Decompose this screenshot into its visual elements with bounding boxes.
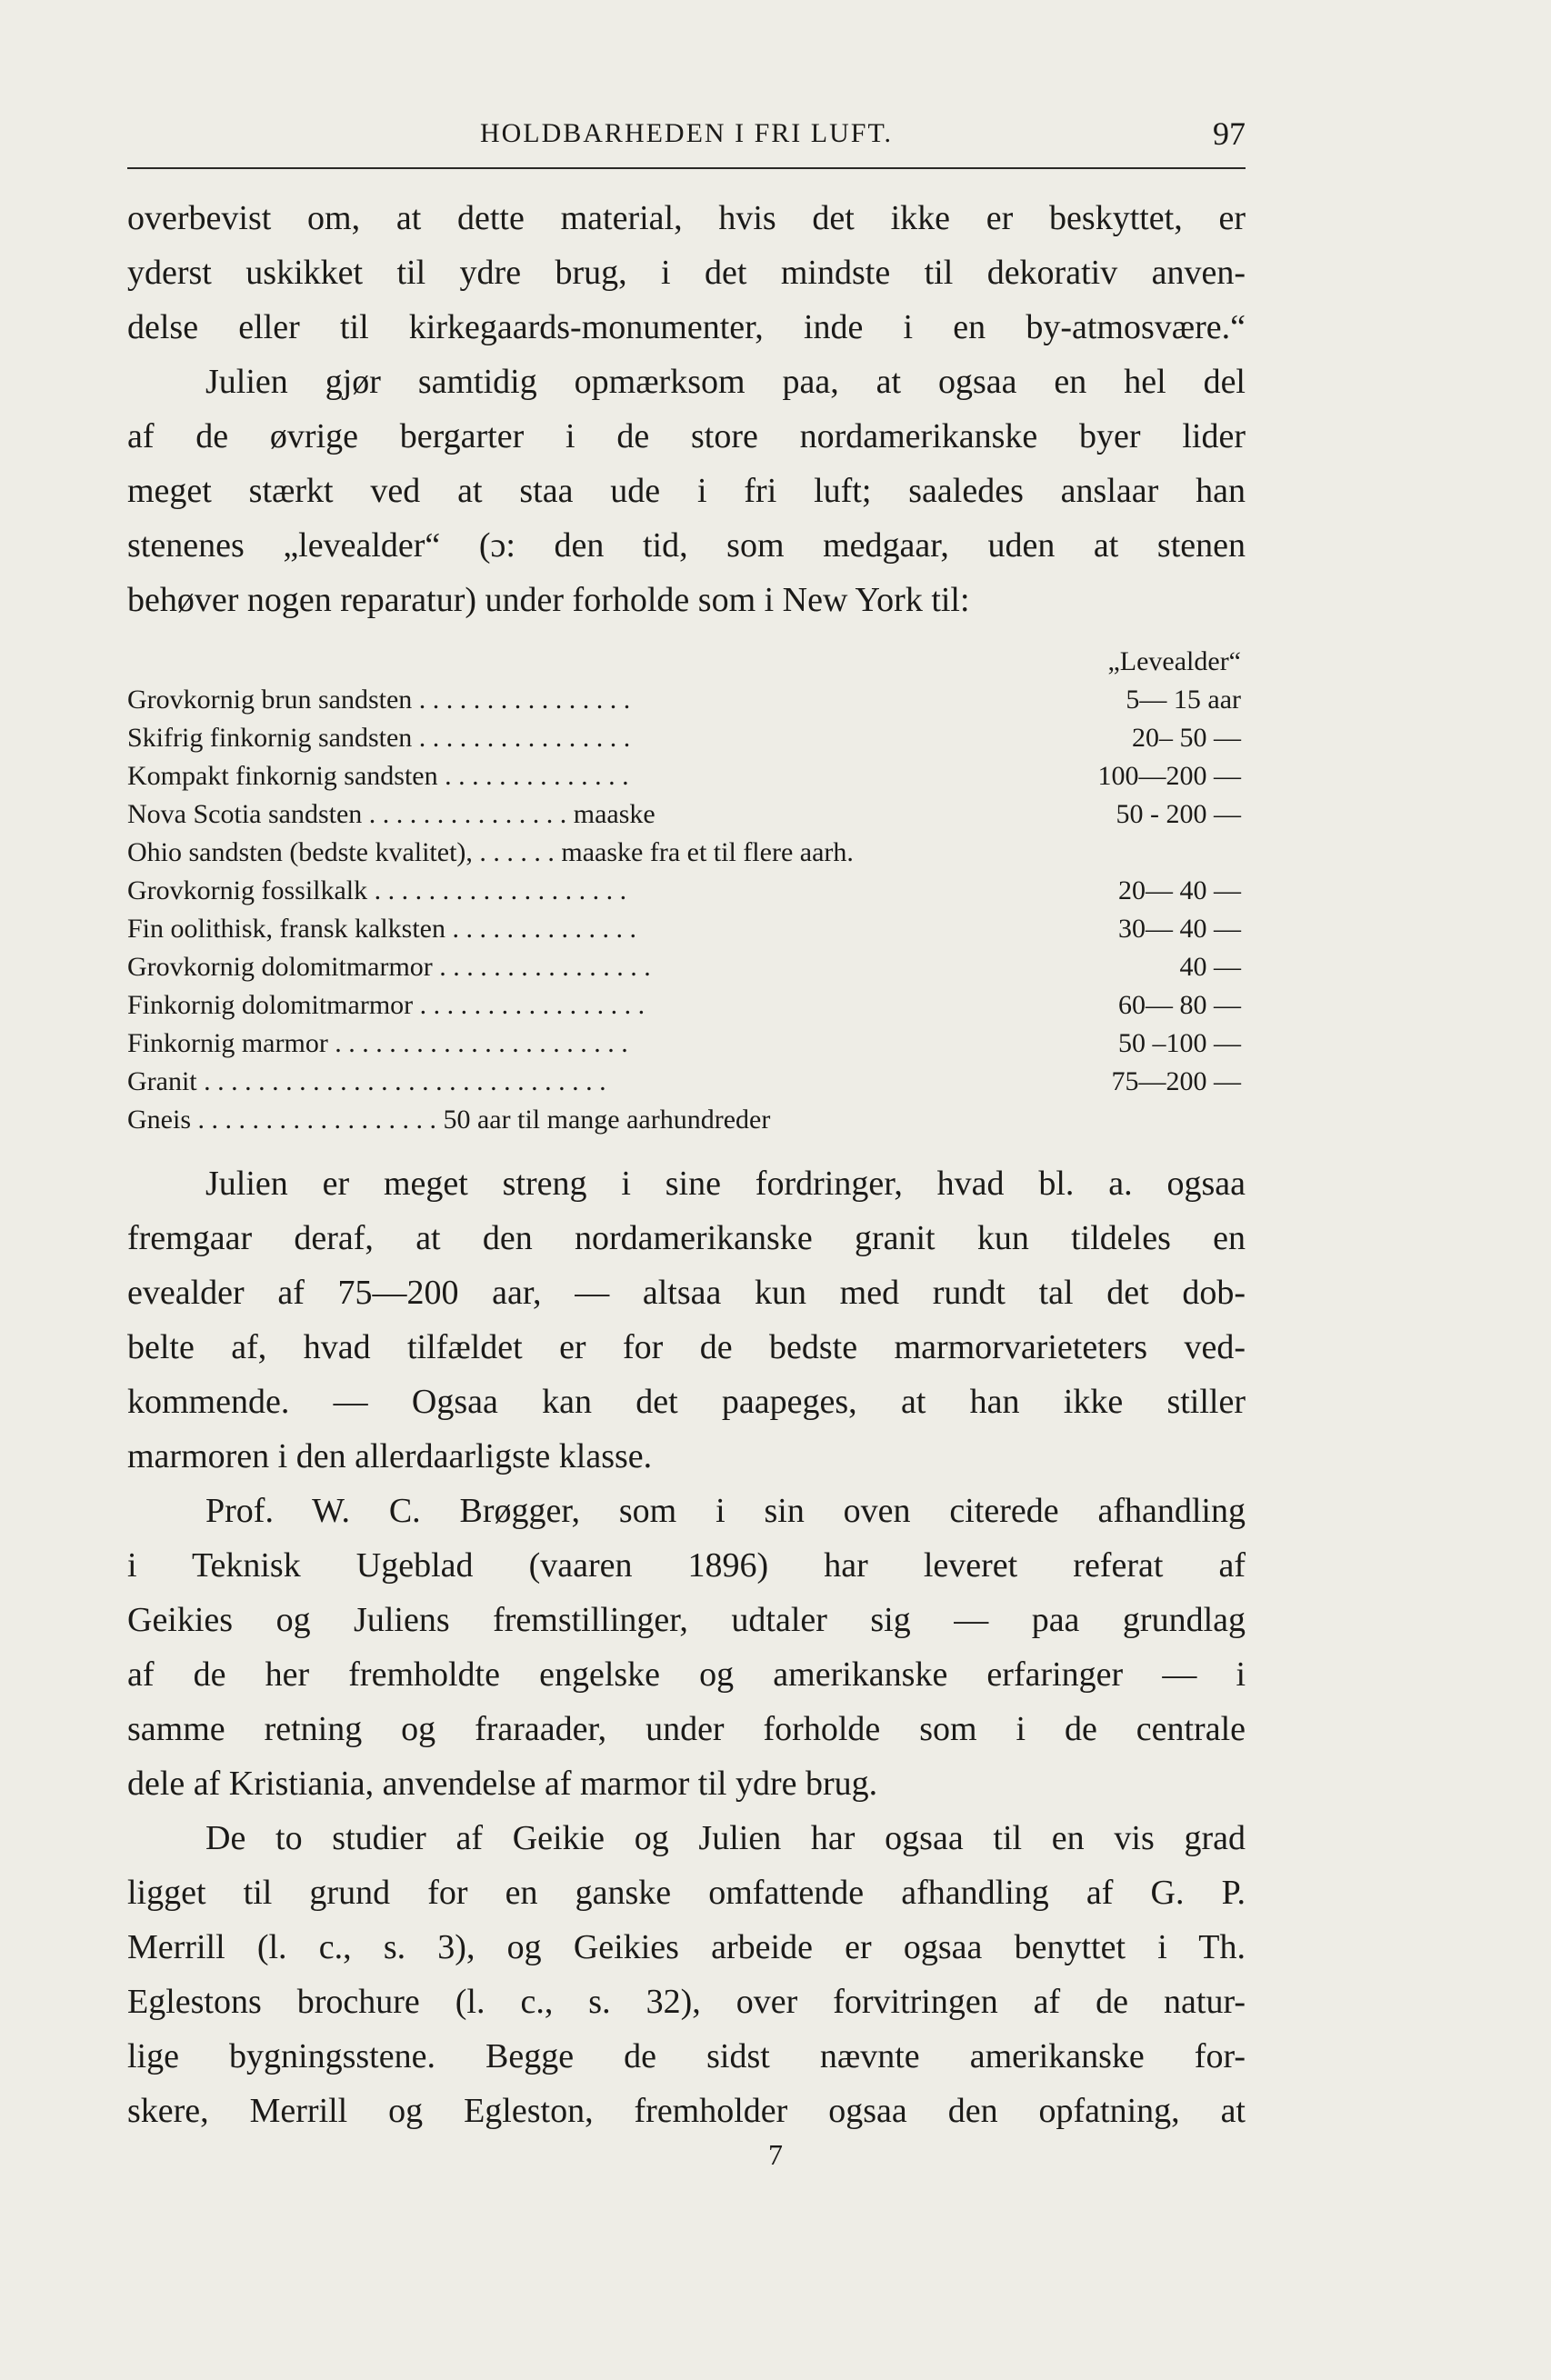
row-label: Nova Scotia sandsten . . . . . . . . . . . . . . . maaske	[127, 799, 655, 829]
table-row	[127, 757, 1241, 795]
table-row	[127, 719, 1241, 757]
page-number: 97	[1213, 115, 1246, 152]
text-line: samme retning og fraraader, under forholde som i de centrale	[127, 1710, 1246, 1748]
table-row	[127, 1063, 1241, 1101]
text-line: overbevist om, at dette material, hvis det ikke er beskyttet, er	[127, 199, 1246, 237]
text-line: delse eller til kirkegaards-monumenter, inde i en by-atmosvære.“	[127, 308, 1246, 346]
row-label: Grovkornig fossilkalk . . . . . . . . . . . . . . . . . . .	[127, 875, 627, 905]
row-label: Granit . . . . . . . . . . . . . . . . . . . . . . . . . . . . . .	[127, 1066, 606, 1096]
text-line: De to studier af Geikie og Julien har ogsaa til en vis grad	[205, 1819, 1246, 1857]
table-row	[127, 834, 1241, 872]
text-line: fremgaar deraf, at den nordamerikanske granit kun tildeles en	[127, 1219, 1246, 1257]
text-line: behøver nogen reparatur) under forholde som i New York til:	[127, 581, 970, 619]
table-row	[127, 1025, 1241, 1063]
text-block-bottom	[127, 1156, 1246, 2138]
text-line: marmoren i den allerdaarligste klasse.	[127, 1437, 653, 1475]
signature-mark: 7	[768, 2138, 783, 2171]
row-value: 75—200 —	[1111, 1066, 1241, 1096]
text-line: Prof. W. C. Brøgger, som i sin oven citerede afhandling	[205, 1492, 1246, 1530]
table-row	[127, 948, 1241, 986]
row-value: 20– 50 —	[1132, 723, 1241, 753]
header-rule	[127, 167, 1246, 169]
text-line: stenenes „levealder“ (ɔ: den tid, som medgaar, uden at stenen	[127, 526, 1246, 565]
row-value: 50 - 200 —	[1116, 799, 1241, 829]
table-row	[127, 795, 1241, 834]
row-label: Grovkornig brun sandsten . . . . . . . . . . . . . . . .	[127, 685, 631, 715]
table-row	[127, 910, 1241, 948]
text-line: af de øvrige bergarter i de store nordamerikanske byer lider	[127, 417, 1246, 455]
row-label: Fin oolithisk, fransk kalksten . . . . . . . . . . . . . .	[127, 914, 636, 944]
text-line: meget stærkt ved at staa ude i fri luft; saaledes anslaar han	[127, 472, 1246, 510]
row-value: 30— 40 —	[1118, 914, 1241, 944]
row-label: Finkornig dolomitmarmor . . . . . . . . . . . . . . . . .	[127, 990, 645, 1020]
row-value: 40 —	[1179, 952, 1241, 982]
row-label: Ohio sandsten (bedste kvalitet), . . . . . . maaske fra et til flere aarh.	[127, 837, 854, 867]
text-line: skere, Merrill og Egleston, fremholder ogsaa den opfatning, at	[127, 2092, 1246, 2130]
table-row	[127, 986, 1241, 1025]
row-label: Skifrig finkornig sandsten . . . . . . . . . . . . . . . .	[127, 723, 631, 753]
text-line: dele af Kristiania, anvendelse af marmor til ydre brug.	[127, 1765, 878, 1803]
table-row	[127, 1101, 1241, 1139]
row-value: 20— 40 —	[1118, 875, 1241, 905]
text-line: ligget til grund for en ganske omfattende afhandling af G. P.	[127, 1874, 1246, 1912]
row-value: 5— 15 aar	[1126, 685, 1241, 715]
row-label: Grovkornig dolomitmarmor . . . . . . . . . . . . . . . .	[127, 952, 651, 982]
row-label: Finkornig marmor . . . . . . . . . . . . . . . . . . . . . .	[127, 1028, 628, 1058]
text-block-top	[127, 191, 1246, 627]
running-head	[127, 115, 1246, 167]
table-header: „Levealder“	[1107, 646, 1241, 676]
table-row	[127, 872, 1241, 910]
text-line: Eglestons brochure (l. c., s. 32), over forvitringen af de natur-	[127, 1983, 1246, 2021]
row-value: 50 –100 —	[1118, 1028, 1241, 1058]
text-line: af de her fremholdte engelske og amerikanske erfaringer — i	[127, 1655, 1246, 1694]
text-line: kommende. — Ogsaa kan det paapeges, at han ikke stiller	[127, 1383, 1246, 1421]
running-head-title: HOLDBARHEDEN I FRI LUFT.	[479, 118, 894, 148]
text-line: Julien er meget streng i sine fordringer, hvad bl. a. ogsaa	[205, 1165, 1246, 1203]
row-label: Gneis . . . . . . . . . . . . . . . . . . 50 aar til mange aarhundreder	[127, 1105, 771, 1135]
text-line: Julien gjør samtidig opmærksom paa, at ogsaa en hel del	[205, 363, 1246, 401]
levealder-table	[127, 643, 1241, 1139]
text-line: i Teknisk Ugeblad (vaaren 1896) har leveret referat af	[127, 1546, 1246, 1585]
text-line: evealder af 75—200 aar, — altsaa kun med rundt tal det dob-	[127, 1274, 1246, 1312]
text-line: yderst uskikket til ydre brug, i det mindste til dekorativ anven-	[127, 254, 1246, 292]
text-line: lige bygningsstene. Begge de sidst nævnte amerikanske for-	[127, 2037, 1246, 2075]
row-value: 60— 80 —	[1118, 990, 1241, 1020]
row-value: 100—200 —	[1097, 761, 1241, 791]
text-line: belte af, hvad tilfældet er for de bedste marmorvarieteters ved-	[127, 1328, 1246, 1366]
row-label: Kompakt finkornig sandsten . . . . . . . . . . . . . .	[127, 761, 629, 791]
table-row	[127, 681, 1241, 719]
text-line: Geikies og Juliens fremstillinger, udtaler sig — paa grundlag	[127, 1601, 1246, 1639]
text-line: Merrill (l. c., s. 3), og Geikies arbeide er ogsaa benyttet i Th.	[127, 1928, 1246, 1966]
